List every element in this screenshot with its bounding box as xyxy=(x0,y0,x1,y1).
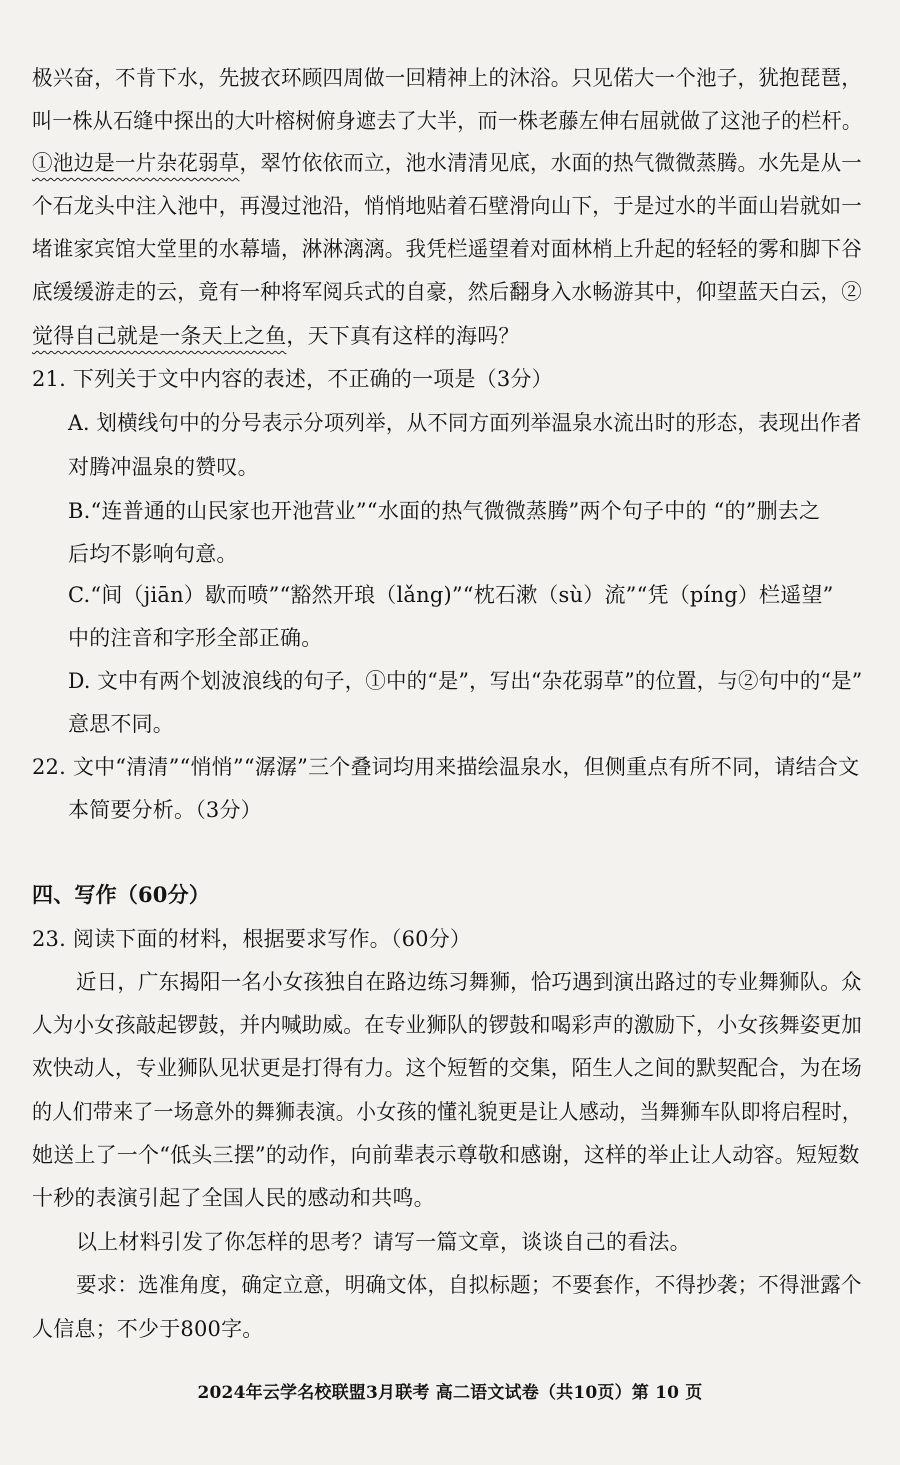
wavy-underlined-sentence-2: 觉得自己就是一条天上之鱼 xyxy=(32,324,287,348)
writing-prompt: 以上材料引发了你怎样的思考？请写一篇文章，谈谈自己的看法。 xyxy=(76,1230,691,1254)
question-22-line-1: 22. 文中“清清”“悄悄”“潺潺”三个叠词均用来描绘温泉水，但侧重点有所不同，请结合文 xyxy=(32,755,860,779)
option-d-line-1: D. 文中有两个划波浪线的句子，①中的“是”，写出“杂花弱草”的位置，与②句中的“是” xyxy=(68,669,863,693)
question-21-stem: 21. 下列关于文中内容的表述，不正确的一项是（3分） xyxy=(32,367,553,391)
material-line-2: 人为小女孩敲起锣鼓，并内喊助威。在专业狮队的锣鼓和喝彩声的激励下，小女孩舞姿更加 xyxy=(32,1013,863,1037)
passage-line-1: 极兴奋，不肯下水，先披衣环顾四周做一回精神上的沐浴。只见偌大一个池子，犹抱琵琶， xyxy=(32,66,863,90)
passage-line-3-rest: ，翠竹依依而立，池水清清见底，水面的热气微微蒸腾。水先是从一 xyxy=(239,151,863,175)
material-line-3: 欢快动人，专业狮队见状更是打得有力。这个短暂的交集，陌生人之间的默契配合，为在场 xyxy=(32,1056,863,1080)
option-a-line-2: 对腾冲温泉的赞叹。 xyxy=(68,455,259,479)
passage-line-7-rest: ，天下真有这样的海吗？ xyxy=(286,324,520,348)
question-22-line-2: 本简要分析。（3分） xyxy=(68,798,262,822)
option-c-line-2: 中的注音和字形全部正确。 xyxy=(68,626,323,650)
material-line-4: 的人们带来了一场意外的舞狮表演。小女孩的懂礼貌更是让人感动，当舞狮车队即将启程时， xyxy=(32,1100,863,1124)
page-footer: 2024年云学名校联盟3月联考 高二语文试卷（共10页）第 10 页 xyxy=(197,1383,703,1403)
writing-requirements-line-1: 要求：选准角度，确定立意，明确文体，自拟标题；不要套作，不得抄袭；不得泄露个 xyxy=(76,1273,862,1297)
option-c-line-1: C.“间（jiān）歇而喷”“豁然开琅（lǎng)”“枕石漱（sù）流”“凭（píng）栏遥望” xyxy=(68,583,834,607)
wavy-underlined-sentence-1: ①池边是一片杂花弱草 xyxy=(32,151,240,175)
option-b-line-1: B.“连普通的山民家也开池营业”“水面的热气微微蒸腾”两个句子中的 “的”删去之 xyxy=(68,499,821,523)
option-b-line-2: 后均不影响句意。 xyxy=(68,542,238,566)
material-line-1: 近日，广东揭阳一名小女孩独自在路边练习舞狮，恰巧遇到演出路过的专业舞狮队。众 xyxy=(76,970,862,994)
option-d-line-2: 意思不同。 xyxy=(68,712,174,736)
writing-requirements-line-2: 人信息；不少于800字。 xyxy=(32,1317,264,1341)
section-4-title: 四、写作（60分） xyxy=(32,882,211,907)
passage-line-7 xyxy=(32,321,520,351)
passage-line-2: 叫一株从石缝中探出的大叶榕树俯身遮去了大半，而一株老藤左伸右屈就做了这池子的栏杆。 xyxy=(32,109,863,133)
passage-line-3 xyxy=(32,148,862,178)
passage-line-4: 个石龙头中注入池中，再漫过池沿，悄悄地贴着石壁滑向山下，于是过水的半面山岩就如一 xyxy=(32,194,863,218)
material-line-5: 她送上了一个“低头三摆”的动作，向前辈表示尊敬和感谢，这样的举止让人动容。短短数 xyxy=(32,1143,860,1167)
option-a-line-1: A. 划横线句中的分号表示分项列举，从不同方面列举温泉水流出时的形态，表现出作者 xyxy=(68,411,862,435)
passage-line-6: 底缓缓游走的云，竟有一种将军阅兵式的自豪，然后翻身入水畅游其中，仰望蓝天白云，② xyxy=(32,280,863,304)
passage-line-5: 堵谁家宾馆大堂里的水幕墙，淋淋漓漓。我凭栏遥望着对面林梢上升起的轻轻的雾和脚下谷 xyxy=(32,237,863,261)
question-23-stem: 23. 阅读下面的材料，根据要求写作。（60分） xyxy=(32,927,472,951)
material-line-6: 十秒的表演引起了全国人民的感动和共鸣。 xyxy=(32,1186,435,1210)
